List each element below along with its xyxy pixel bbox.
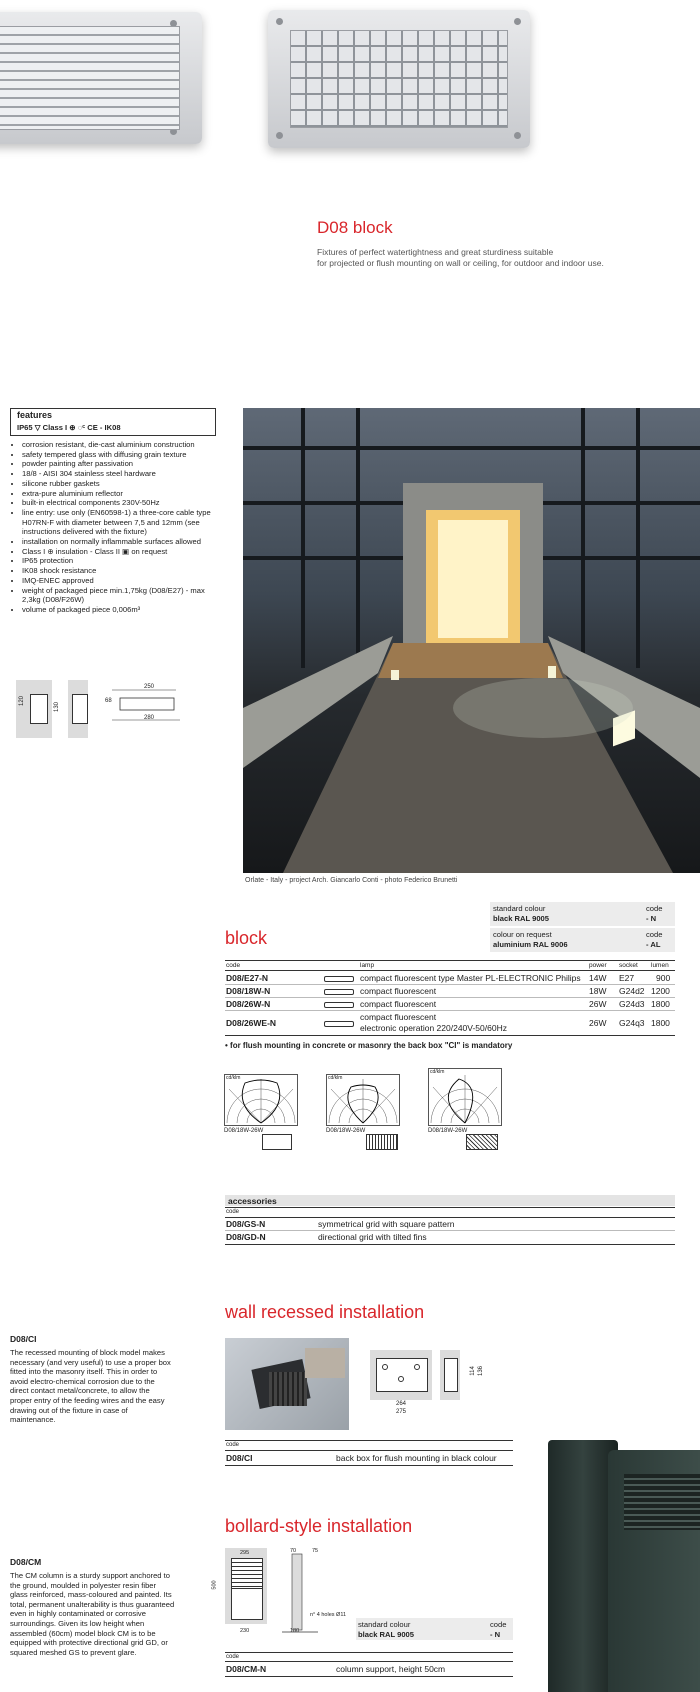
table-rule <box>225 1035 675 1036</box>
dim-label: 500 <box>211 1580 218 1590</box>
feature-item: • IMQ-ENEC approved <box>22 576 222 586</box>
standard-colour-label: standard colour <box>493 904 546 913</box>
block-row-lumen: 1800 <box>651 1018 670 1028</box>
dim-label: 275 <box>396 1409 407 1415</box>
accessory-desc: symmetrical grid with square pattern <box>318 1219 455 1229</box>
block-row-power: 14W <box>589 973 607 983</box>
table-rule <box>225 997 675 998</box>
wall-code-label: code <box>226 1442 240 1448</box>
block-row-socket: G24d2 <box>619 986 645 996</box>
photometric-label: D08/18W-26W <box>224 1128 264 1134</box>
block-row-lamp: compact fluorescent type Master PL-ELECTRONIC Philips <box>360 973 581 983</box>
table-rule <box>225 960 675 961</box>
block-row-lumen: 1200 <box>651 986 670 996</box>
wall-side-text: The recessed mounting of block model makes necessary (and very useful) to use a proper box fitted into the masonry itself. This in order to avoid electro-chemical corrosion due to the direct contact metal/concrete, to allow the proper entry of the feeding wires and the easy drawing out of the fixture in case of maintenance. <box>10 1348 171 1425</box>
bollard-drawing-front <box>225 1548 267 1624</box>
block-note: • for flush mounting in concrete or masonry the back box "CI" is mandatory <box>225 1041 513 1050</box>
bollard-standard-code-label: code <box>490 1620 507 1629</box>
accessories-header <box>225 1195 675 1206</box>
header-socket: socket <box>619 962 638 969</box>
header-lamp: lamp <box>360 962 375 969</box>
dim-label: 75 <box>312 1548 319 1554</box>
dim-label: 264 <box>396 1401 407 1407</box>
block-row-socket: E27 <box>619 973 635 983</box>
bollard-code: D08/CM-N <box>226 1664 267 1674</box>
bollard-standard-code: - N <box>490 1630 501 1639</box>
feature-item: • extra-pure aluminium reflector <box>22 489 222 499</box>
wall-desc: back box for flush mounting in black colour <box>336 1453 497 1463</box>
lamp-icon <box>324 976 354 982</box>
dim-label: 114 <box>469 1366 476 1376</box>
feature-item: • line entry: use only (EN60598-1) a three-core cable type H07RN-F with diameter between 7,5 and 12mm (see instructions delivered with the fixture) <box>22 508 222 537</box>
block-row-lamp: compact fluorescent <box>360 1012 437 1022</box>
block-row-power: 18W <box>589 986 607 996</box>
header-code: code <box>226 962 241 969</box>
installation-photo <box>243 408 700 873</box>
features-box <box>10 408 216 436</box>
fixture-icon <box>262 1134 292 1150</box>
backbox-drawing-side <box>440 1350 460 1400</box>
block-row-code: D08/26W-N <box>226 999 271 1009</box>
dim-label: 280 <box>144 715 155 721</box>
dim-label: 120 <box>19 695 26 707</box>
standard-code: - N <box>646 914 657 923</box>
feature-item: • safety tempered glass with diffusing grain texture <box>22 450 222 460</box>
block-row-lumen: 900 <box>656 973 671 983</box>
bollard-desc: column support, height 50cm <box>336 1664 446 1674</box>
header-power: power <box>589 962 607 969</box>
request-code: - AL <box>646 940 661 949</box>
lamp-icon <box>324 1002 354 1008</box>
table-rule <box>225 1465 513 1466</box>
photometric-unit: cd/klm <box>430 1069 445 1075</box>
block-row-socket: G24d3 <box>619 999 645 1009</box>
bollard-standard-value: black RAL 9005 <box>358 1630 415 1639</box>
fixture-icon <box>466 1134 498 1150</box>
accessories-code-label: code <box>226 1209 240 1215</box>
feature-item: • powder painting after passivation <box>22 459 222 469</box>
lamp-icon <box>324 989 354 995</box>
installation-photo-illustration <box>243 408 700 873</box>
fixture-icon <box>366 1134 398 1150</box>
feature-item: • built-in electrical components 230V-50Hz <box>22 498 222 508</box>
header-lumen: lumen <box>651 962 669 969</box>
block-row-lamp: compact fluorescent <box>360 986 437 996</box>
bollard-drawing-side <box>278 1548 338 1638</box>
accessories-heading: accessories <box>228 1196 277 1206</box>
bollard-standard-label: standard colour <box>358 1620 411 1629</box>
bollard-product-photo <box>520 1430 700 1692</box>
bollard-side-text: The CM column is a sturdy support anchored to the ground, moulded in polyester resin fiber glass reinforced, mass-coloured and painted. Its total, permanent unalterability is thus guaranteed even in highly contaminated or corrosive surroundings. Given its low height when assembled (60cm) model block CM is to be equipped with protective directional grid GD, or squared meshed GS to prevent glare. <box>10 1571 175 1657</box>
accessory-code: D08/GS-N <box>226 1219 266 1229</box>
dim-label: 295 <box>240 1550 250 1556</box>
features-list <box>14 440 222 615</box>
block-row-socket: G24q3 <box>619 1018 645 1028</box>
product-title: D08 block <box>317 218 393 237</box>
block-row-power: 26W <box>589 999 607 1009</box>
dim-label: 68 <box>105 698 112 704</box>
photometric-unit: cd/klm <box>328 1075 343 1081</box>
block-section-title: block <box>225 928 268 948</box>
table-rule <box>225 1676 513 1677</box>
product-image-louvred <box>0 12 202 144</box>
block-row-code: D08/18W-N <box>226 986 271 996</box>
feature-item: • corrosion resistant, die-cast aluminium construction <box>22 440 222 450</box>
block-row-lamp-line2: electronic operation 220/240V-50/60Hz <box>360 1023 507 1033</box>
table-rule <box>225 1652 513 1653</box>
feature-item: • Class I ⊕ insulation - Class II ▣ on request <box>22 547 222 557</box>
table-rule <box>225 970 675 971</box>
wall-side-heading: D08/CI <box>10 1334 37 1344</box>
table-rule <box>225 1010 675 1011</box>
photo-caption: Orlate - Italy - project Arch. Giancarlo Conti - photo Federico Brunetti <box>245 877 458 884</box>
accessory-code: D08/GD-N <box>226 1232 266 1242</box>
dim-label: 230 <box>240 1628 250 1634</box>
backbox-drawing-front <box>370 1350 432 1400</box>
dim-label: n° 4 holes Ø11 <box>310 1612 347 1618</box>
dim-label: 70 <box>290 1548 297 1554</box>
table-rule <box>225 1207 675 1208</box>
standard-colour-value: black RAL 9005 <box>493 914 550 923</box>
block-row-code: D08/26WE-N <box>226 1018 277 1028</box>
block-row-code: D08/E27-N <box>226 973 269 983</box>
dim-label: 250 <box>144 684 155 690</box>
features-heading: features <box>17 410 53 420</box>
block-row-lumen: 1800 <box>651 999 670 1009</box>
table-rule <box>225 1661 513 1662</box>
request-colour-label: colour on request <box>493 930 552 939</box>
dim-label: 136 <box>478 1365 485 1377</box>
product-image-grid <box>268 10 530 148</box>
feature-item: • silicone rubber gaskets <box>22 479 222 489</box>
bollard-section-title: bollard-style installation <box>225 1516 413 1536</box>
wall-section-title: wall recessed installation <box>225 1302 425 1322</box>
product-description-line2: for projected or flush mounting on wall or ceiling, for outdoor and indoor use. <box>317 258 604 268</box>
photometric-diagram <box>224 1074 298 1126</box>
photometric-unit: cd/klm <box>226 1075 241 1081</box>
table-rule <box>225 1440 513 1441</box>
feature-item: • installation on normally inflammable surfaces allowed <box>22 537 222 547</box>
dimension-drawing-front <box>68 680 88 738</box>
block-row-power: 26W <box>589 1018 607 1028</box>
dim-label: 130 <box>54 701 61 713</box>
table-rule <box>225 1244 675 1245</box>
feature-item: • weight of packaged piece min.1,75kg (D08/E27) - max 2,3kg (D08/F26W) <box>22 586 222 605</box>
wall-code: D08/CI <box>226 1453 253 1463</box>
photometric-label: D08/18W-26W <box>326 1128 366 1134</box>
feature-item: • IK08 shock resistance <box>22 566 222 576</box>
feature-item: • IP65 protection <box>22 556 222 566</box>
table-rule <box>225 984 675 985</box>
product-description-line1: Fixtures of perfect watertightness and great sturdiness suitable <box>317 247 554 257</box>
table-rule <box>225 1450 513 1451</box>
features-ratings: IP65 ▽ Class I ⊕ ◌ᶜ CE - IK08 <box>17 423 121 432</box>
photometric-diagram <box>326 1074 400 1126</box>
block-row-lamp: compact fluorescent <box>360 999 437 1009</box>
request-code-label: code <box>646 930 663 939</box>
dimension-drawing-top <box>104 684 184 734</box>
standard-code-label: code <box>646 904 663 913</box>
dimension-drawing-side <box>16 680 52 738</box>
wall-installation-photo <box>225 1338 349 1430</box>
photometric-diagram <box>428 1068 502 1126</box>
feature-item: • volume of packaged piece 0,006m³ <box>22 605 222 615</box>
photometric-label: D08/18W-26W <box>428 1128 468 1134</box>
request-colour-value: aluminium RAL 9006 <box>493 940 568 949</box>
accessory-desc: directional grid with tilted fins <box>318 1232 427 1242</box>
table-rule <box>225 1230 675 1231</box>
bollard-code-label: code <box>226 1654 240 1660</box>
lamp-icon <box>324 1021 354 1027</box>
dim-label: 180 <box>290 1628 300 1634</box>
bollard-side-heading: D08/CM <box>10 1557 42 1567</box>
feature-item: • 18/8 - AISI 304 stainless steel hardware <box>22 469 222 479</box>
table-rule <box>225 1217 675 1218</box>
